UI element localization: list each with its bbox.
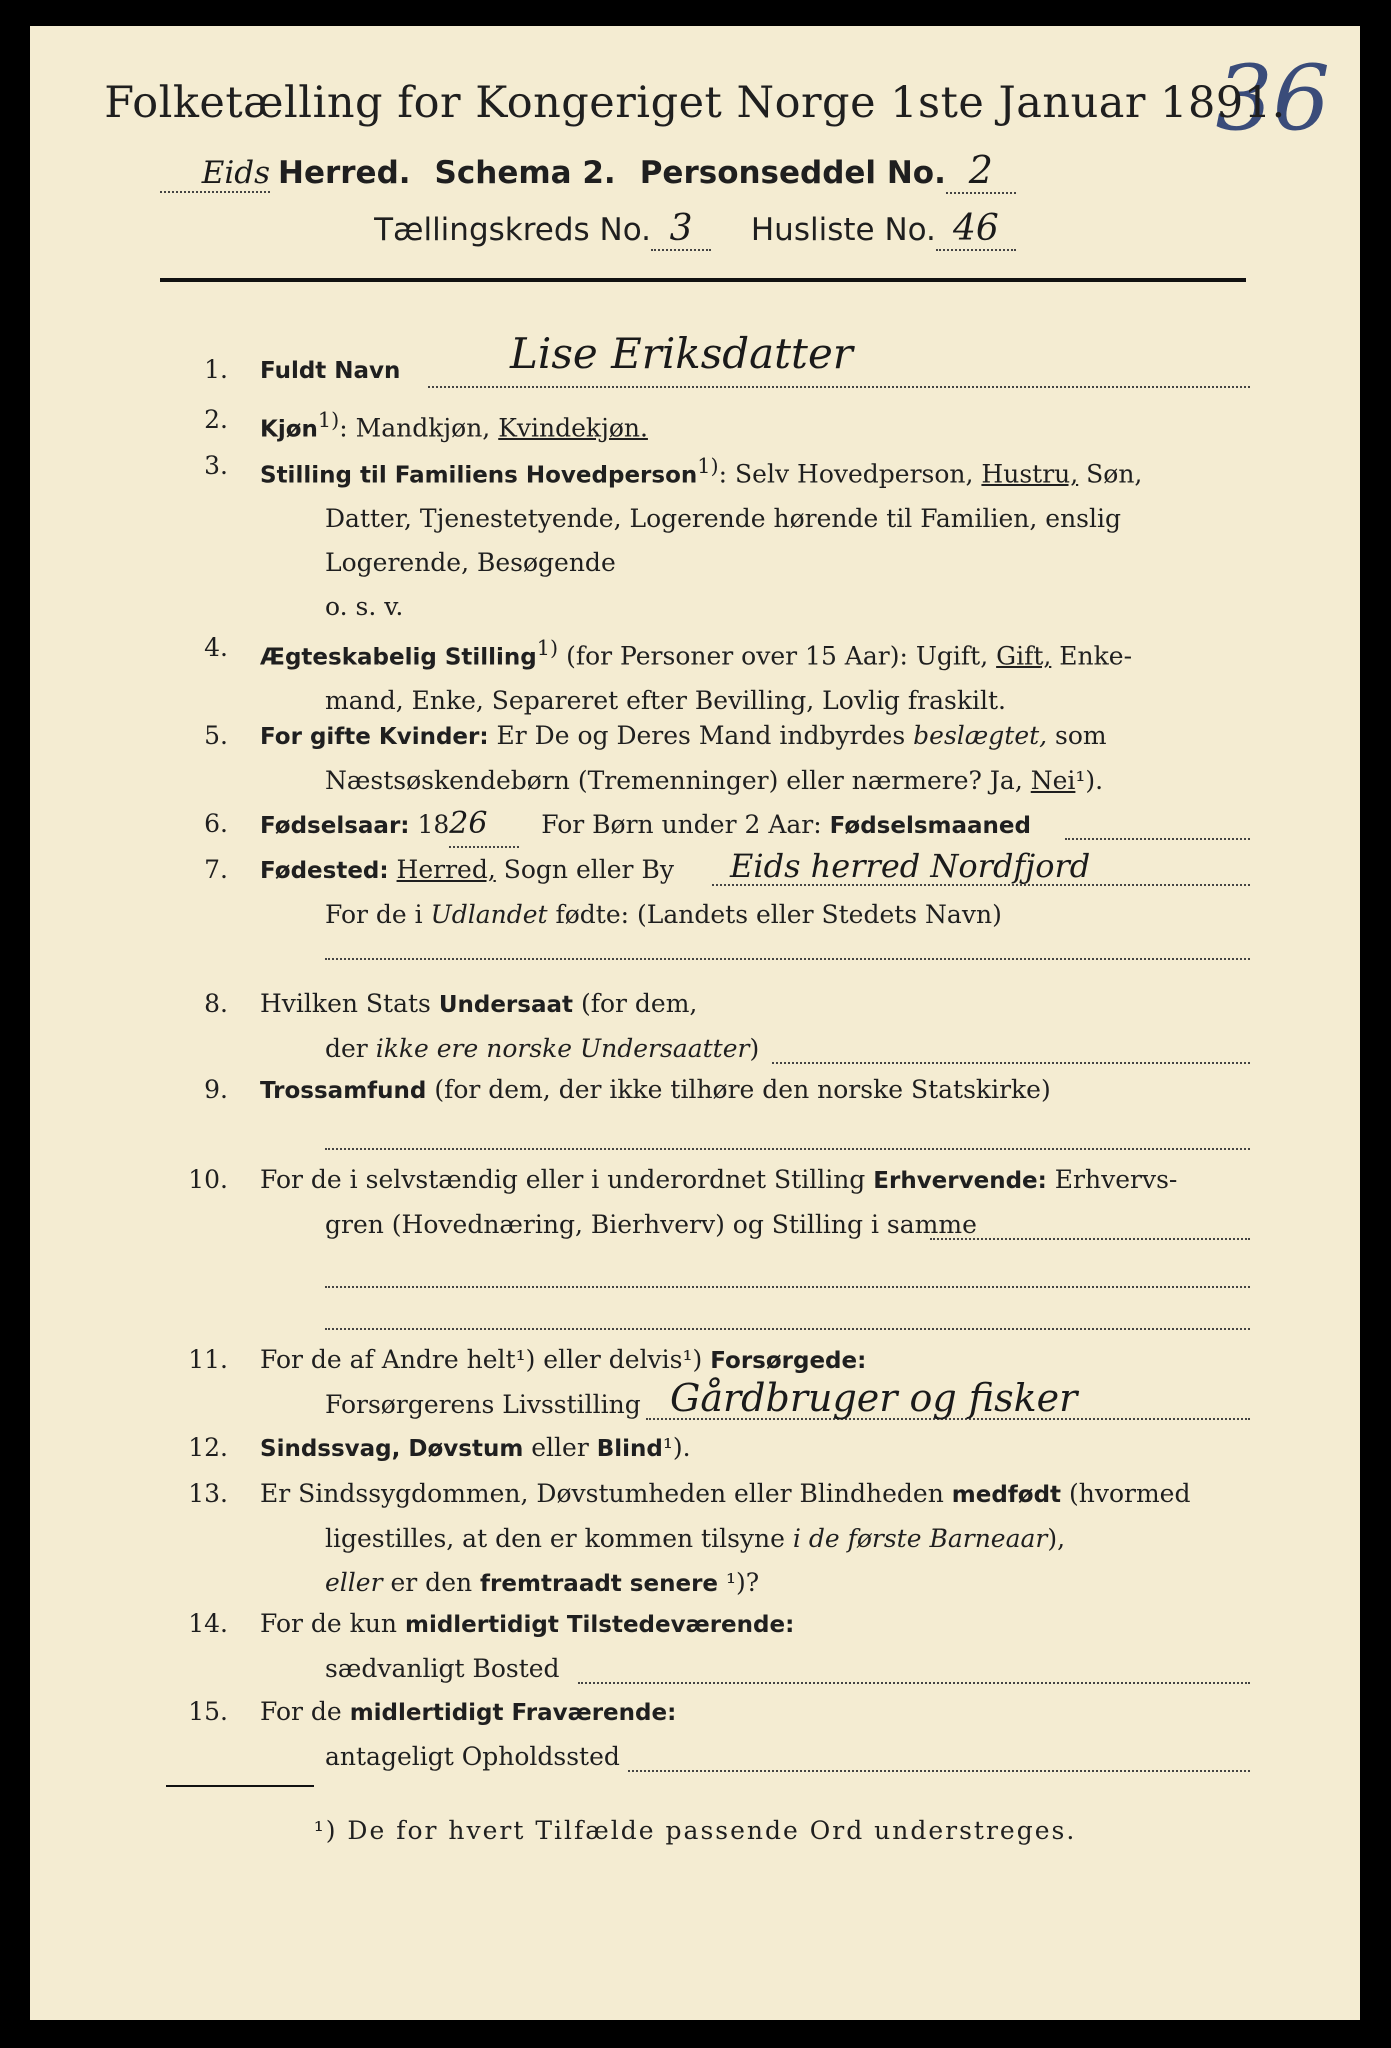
item-label: Undersaat [438,992,573,1018]
selected-option: Kvindekjøn. [498,413,648,443]
selected-option: Nei [1030,766,1076,795]
item-number: 5. [204,721,228,750]
census-form: 36 Folketælling for Kongeriget Norge 1ste Januar 1891. Eids Herred. Schema 2. Personseddel No. 2 Tællingskreds No. 3 Husliste No. 46 1. Fuldt Navn Lise Eriksdatter 2. Kjøn$^{1)}$: Mandkjøn, Kvindekjøn. 3. Stilling til Familiens Hovedperson$^{1)}$: Selv Hovedperson, Hustru, Søn, Datter, Tjenestetyende, Logerende hørende til Familien, enslig Logerende, Besøgende o. s. v. 4. Ægteskabelig Stilling$^{1)}$ (for Personer over 15 Aar): Ugift, Gift, Enke- mand, Enke, Separeret efter Bevilling, Lovlig fraskilt. 5. For gifte Kvinder: Er De og Deres Mand indbyrdes beslægtet, som Næstsøskendebørn (Tremenninger) eller nærmere? Ja, Nei¹). 6. Fødselsaar: 1826 For Børn under 2 Aar: Fødselsmaaned 7. Fødested: Herred, Sogn eller By For de i Udlandet fødte: (Landets eller Stedets Navn) Eids herred Nordfjord 8. Hvilken Stats Undersaat (for dem, der ikke ere norske Undersaatter) 9. Trossamfund (for dem, der ikke tilhøre den norske Statskirke) 10. For de i selvstændig eller i underordnet Stilling Erhvervende: Erhvervs- gren (Hovednæring, Bierhverv) og Stilling i samme 11. For de af Andre helt¹) eller delvis¹) Forsørgede: Forsørgerens Livsstilling Gårdbruger og fisker 12. Sindssvag, Døvstum eller Blind¹). 13. Er Sindssygdommen, Døvstumheden eller Blindheden medfødt (hvormed ligestilles, at den er kommen tilsyne i de første Barneaar), eller er den fremtraadt senere ¹)? 14. For de kun midlertidigt Tilstedeværende: sædvanligt Bosted 15. For de midlertidigt Fraværende: antageligt Opholdssted ¹) De for hvert Tilfælde passende Ord understreges. [30,26,1360,2020]
full-name-answer: Lise Eriksdatter [510,329,853,378]
item-number: 6. [204,809,228,838]
item-number: 7. [204,855,228,884]
item-number: 9. [204,1075,228,1104]
item-number: 4. [204,633,228,662]
herred-line [160,148,1270,194]
item-label: Stilling til Familiens Hovedperson [260,462,698,489]
kreds-number: 3 [651,208,711,251]
form-title: Folketælling for Kongeriget Norge 1ste Januar 1891. [104,78,1286,128]
birth-year-answer: 26 [449,802,519,848]
item-label: midlertidigt Fraværende: [349,1700,677,1726]
husliste-number: 46 [936,208,1016,251]
personseddel-number: 2 [946,148,1016,194]
selected-option: Gift, [996,641,1052,671]
item-label: Fuldt Navn [260,358,401,384]
personseddel-label: Personseddel No. [639,155,946,191]
margin-page-number: 36 [1215,46,1330,151]
item-number: 1. [204,355,228,384]
footnote: ¹) De for hvert Tilfælde passende Ord understreges. [313,1816,1077,1845]
selected-option: Hustru, [981,459,1079,489]
item-label: Kjøn [260,416,318,443]
schema-label: Schema 2. [434,155,616,191]
herred-name: Eids [201,155,270,191]
herred-label: Herred. [278,155,411,191]
item-number: 11. [188,1345,228,1374]
provider-occupation-answer: Gårdbruger og fisker [670,1376,1078,1420]
item-label: medfødt [951,1482,1062,1508]
selected-option: Herred, [396,855,496,884]
kreds-line [30,208,1360,251]
item-number: 12. [188,1433,228,1462]
item-label: Fødselsaar: [260,813,410,839]
item-number: 3. [204,451,228,480]
item-label: gifte Kvinder: [309,724,489,750]
item-label: Sindssvag, Døvstum [260,1436,524,1462]
item-number: 15. [188,1697,228,1726]
item-number: 2. [204,405,228,434]
item-label: Forsørgede: [710,1348,867,1374]
item-label: Erhvervende: [873,1168,1047,1194]
item-number: 10. [188,1165,228,1194]
header-rule [160,278,1246,282]
birthplace-answer: Eids herred Nordfjord [730,847,1091,885]
item-number: 14. [188,1609,228,1638]
footnote-rule [166,1785,314,1787]
husliste-label: Husliste No. [750,212,936,248]
item-number: 13. [188,1479,228,1508]
item-label: Trossamfund [260,1078,427,1104]
item-number: 8. [204,989,228,1018]
item-label: Fødested: [260,858,389,884]
item-1 [160,329,1250,398]
item-label: Ægteskabelig Stilling [260,644,537,671]
item-label: midlertidigt Tilstedeværende: [404,1612,795,1638]
kreds-label: Tællingskreds No. [374,212,652,248]
